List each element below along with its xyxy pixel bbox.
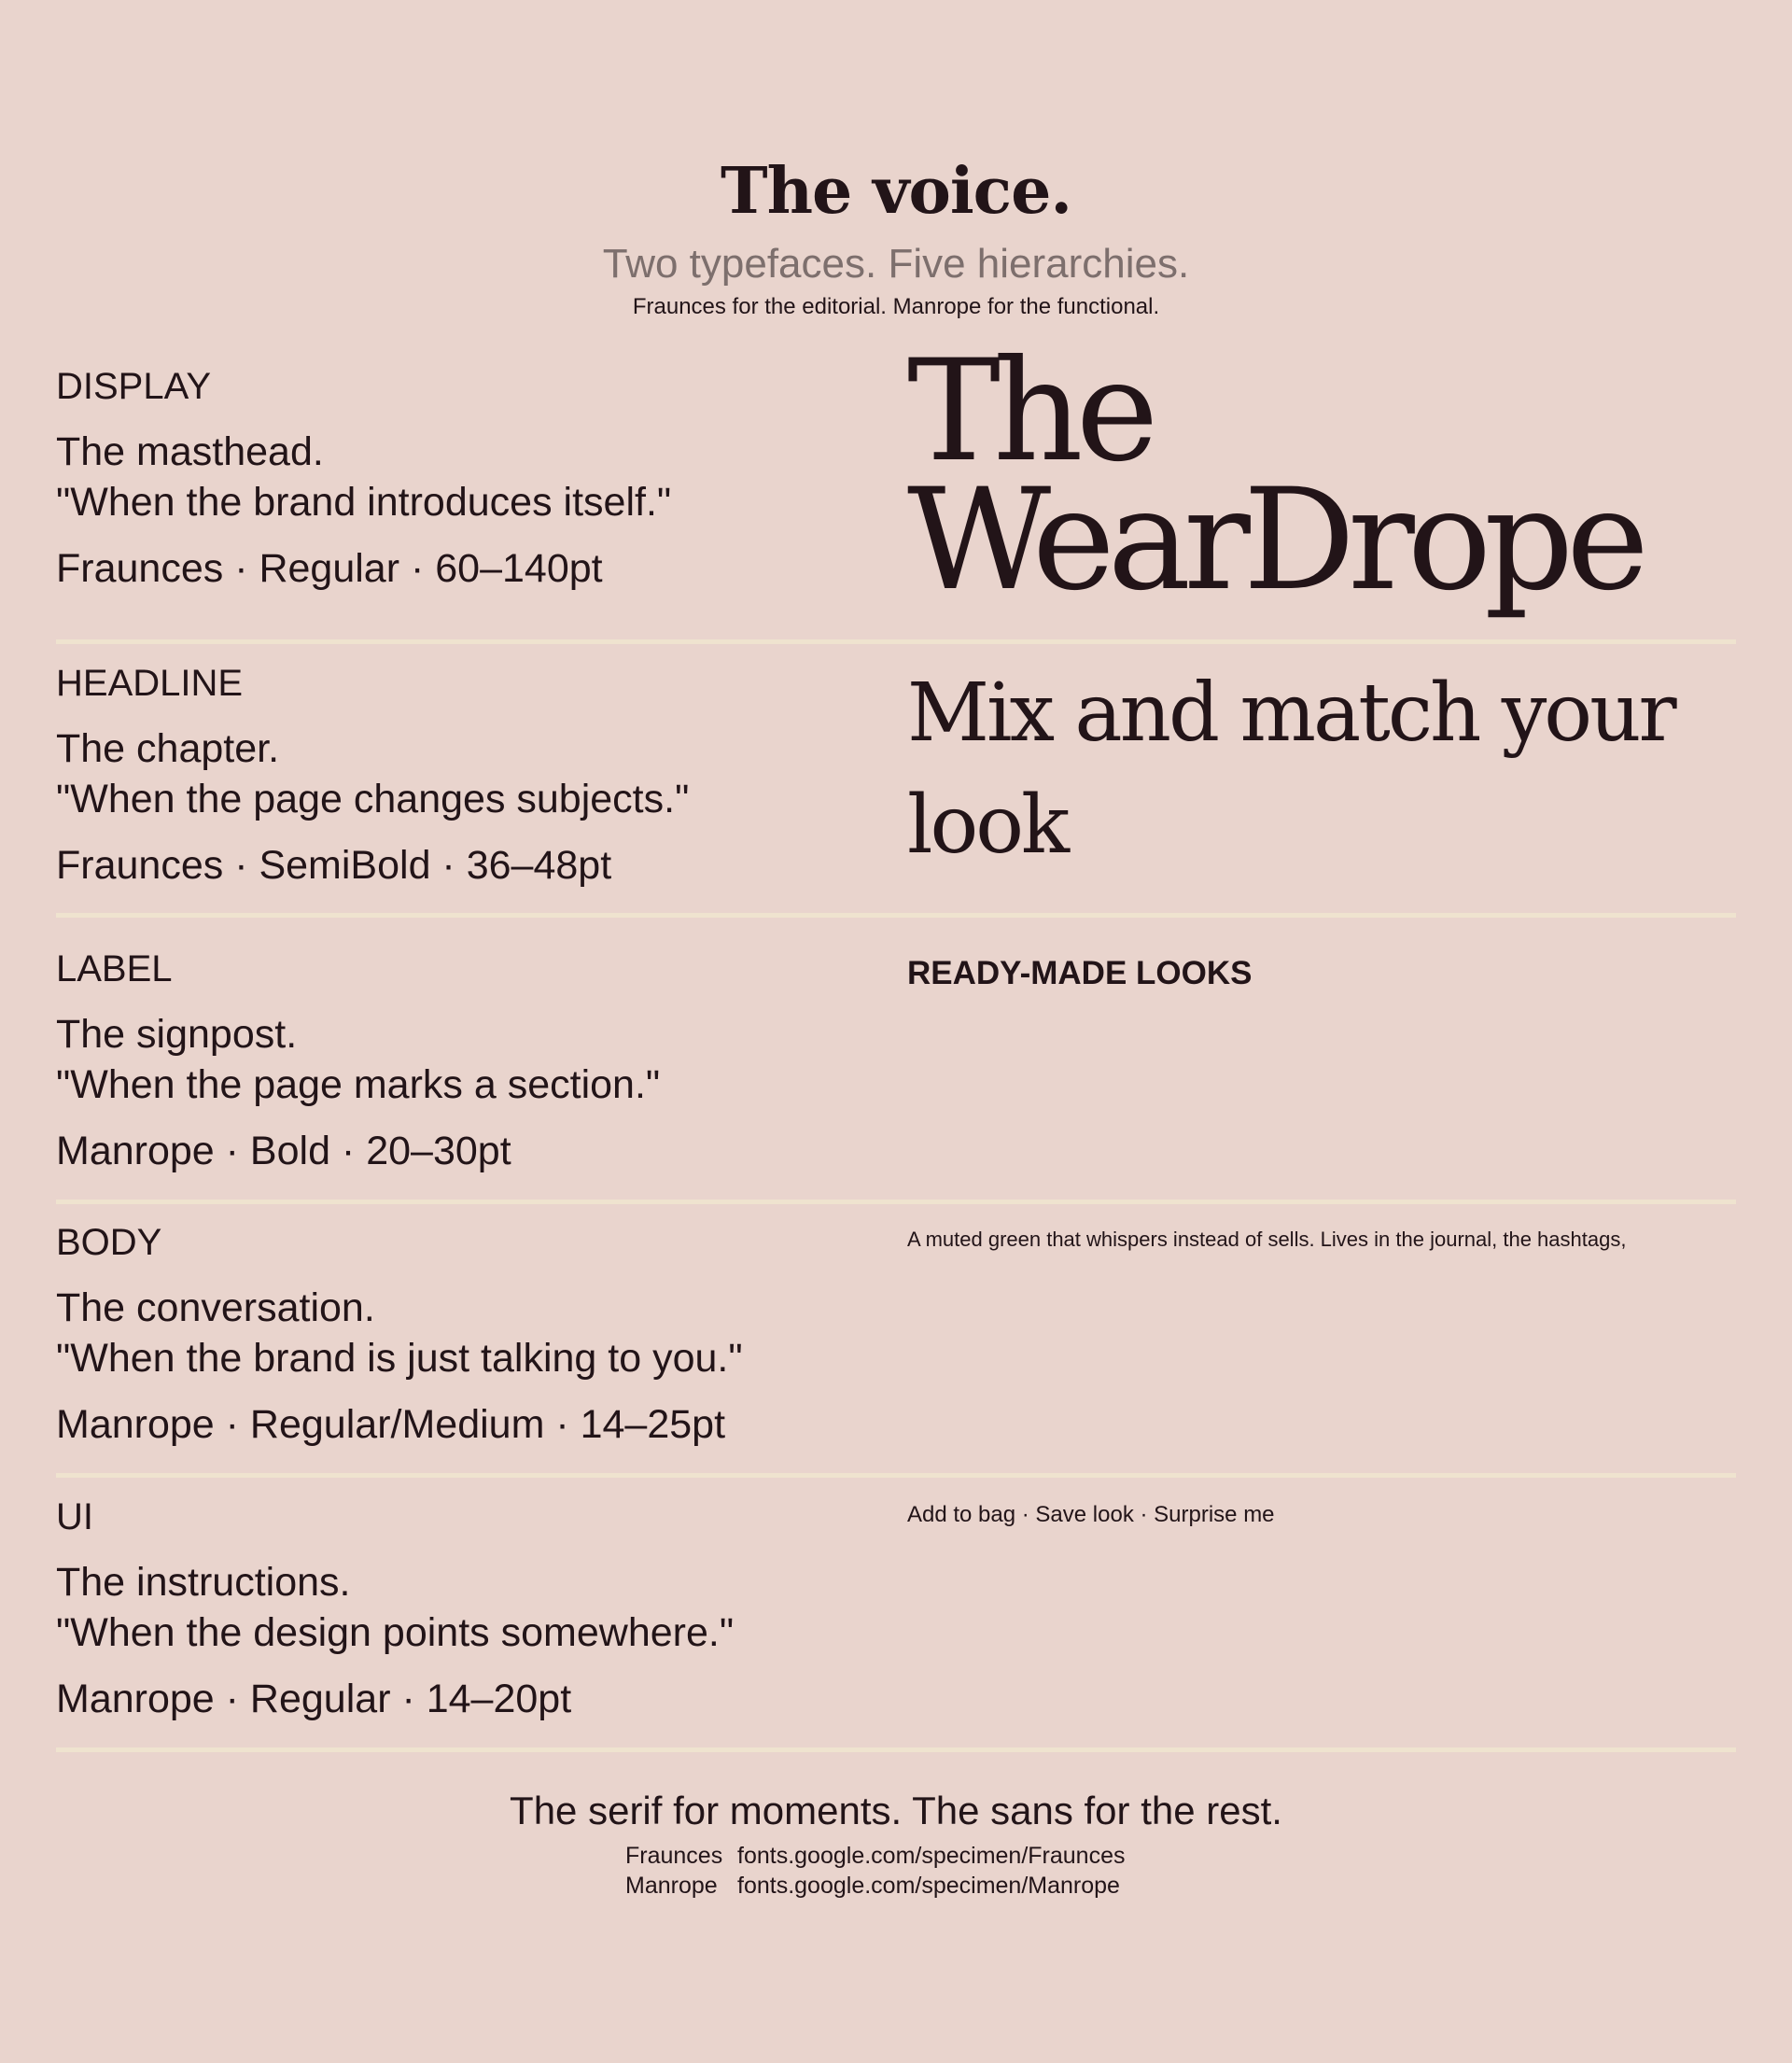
row-body-description	[56, 1283, 877, 1383]
font-link-name: Fraunces	[625, 1843, 723, 1869]
row-label-description	[56, 1009, 877, 1110]
row-display-description	[56, 427, 877, 527]
font-link-row	[0, 1841, 1792, 1871]
row-headline-info	[56, 659, 877, 891]
divider	[56, 1473, 1736, 1478]
row-body-info	[56, 1218, 877, 1450]
row-ui-label: UI	[56, 1496, 93, 1537]
row-display-quote: "When the brand introduces itself."	[56, 480, 672, 525]
font-link-row	[0, 1871, 1792, 1901]
row-body-role: The conversation.	[56, 1285, 375, 1330]
row-headline-spec: Fraunces · SemiBold · 36–48pt	[56, 843, 612, 888]
display-sample-line-1: The	[907, 330, 1152, 493]
page-title: The voice.	[720, 154, 1072, 229]
row-headline-quote: "When the page changes subjects."	[56, 777, 690, 821]
display-sample	[907, 330, 1736, 622]
display-sample-line-2: WearDrope	[907, 459, 1642, 622]
font-link-name: Manrope	[625, 1873, 718, 1899]
row-ui-info	[56, 1493, 877, 1724]
row-headline-label: HEADLINE	[56, 663, 244, 704]
row-label-role: The signpost.	[56, 1012, 298, 1057]
font-link-url[interactable]: fonts.google.com/specimen/Fraunces	[737, 1843, 1126, 1869]
headline-sample	[907, 659, 1736, 881]
row-body-quote: "When the brand is just talking to you."	[56, 1336, 743, 1381]
row-body-spec: Manrope · Regular/Medium · 14–25pt	[56, 1402, 726, 1447]
row-display-role: The masthead.	[56, 429, 324, 474]
row-ui-description	[56, 1557, 877, 1658]
headline-sample-line-1: Mix and match your	[907, 667, 1674, 760]
ui-sample-text: Add to bag · Save look · Surprise me	[907, 1502, 1275, 1527]
row-label-quote: "When the page marks a section."	[56, 1062, 661, 1107]
row-display-info	[56, 362, 877, 594]
row-label-info	[56, 945, 877, 1176]
divider	[56, 639, 1736, 644]
row-ui-quote: "When the design points somewhere."	[56, 1610, 735, 1655]
footer-statement: The serif for moments. The sans for the rest.	[510, 1789, 1282, 1832]
ui-sample	[907, 1493, 1736, 1530]
body-sample-text: A muted green that whispers instead of sells. Lives in the journal, the hashtags,	[907, 1228, 1627, 1251]
body-sample	[907, 1218, 1736, 1254]
row-ui-role: The instructions.	[56, 1560, 351, 1605]
headline-sample-line-2: look	[907, 779, 1068, 872]
row-label-label: LABEL	[56, 948, 173, 989]
page-tagline: Fraunces for the editorial. Manrope for the functional.	[632, 294, 1160, 319]
row-headline-role: The chapter.	[56, 726, 280, 771]
divider	[56, 913, 1736, 918]
font-link-url[interactable]: fonts.google.com/specimen/Manrope	[737, 1873, 1120, 1899]
label-sample	[907, 945, 1736, 995]
font-source-links	[0, 1841, 1792, 1901]
row-display-spec: Fraunces · Regular · 60–140pt	[56, 546, 603, 591]
row-body-label: BODY	[56, 1222, 162, 1263]
page-subtitle: Two typefaces. Five hierarchies.	[602, 241, 1190, 287]
divider	[56, 1200, 1736, 1204]
label-sample-text: READY-MADE LOOKS	[907, 955, 1253, 991]
row-ui-spec: Manrope · Regular · 14–20pt	[56, 1677, 572, 1721]
row-display-label: DISPLAY	[56, 366, 211, 407]
divider	[56, 1747, 1736, 1752]
row-headline-description	[56, 723, 877, 824]
row-label-spec: Manrope · Bold · 20–30pt	[56, 1129, 511, 1173]
